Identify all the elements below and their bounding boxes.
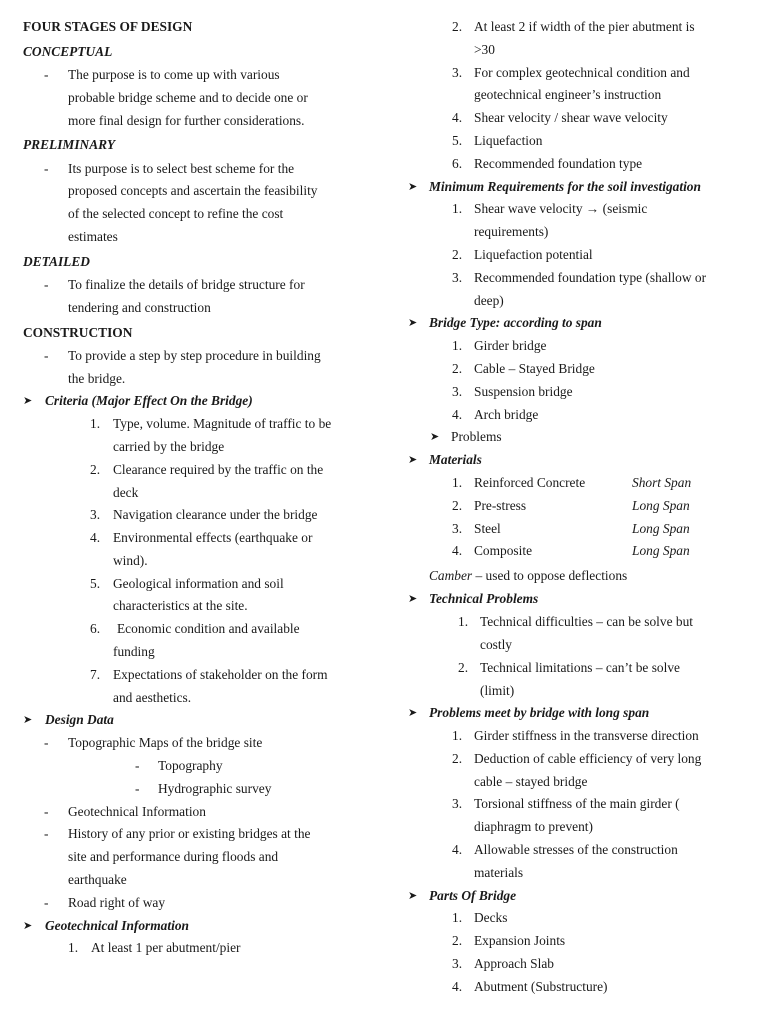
list-item: more final design for further considerations. <box>68 112 305 128</box>
dash-bullet: - <box>44 160 49 176</box>
list-item: 2. Pre-stress Long Span <box>452 497 690 513</box>
arrow-bullet-icon: ➤ <box>408 707 418 720</box>
list-item: 4. Abutment (Substructure) <box>452 978 608 994</box>
list-item: cable – stayed bridge <box>474 773 588 789</box>
list-item: 1. Shear wave velocity → (seismic <box>452 201 648 217</box>
section-min-requirements: ➤ Minimum Requirements for the soil investigation <box>408 176 753 199</box>
arrow-bullet-icon: ➤ <box>23 919 33 932</box>
list-item: - Its purpose is to select best scheme for the <box>23 158 383 181</box>
list-item: 7. Expectations of stakeholder on the form <box>90 666 328 682</box>
dash-bullet: - <box>44 894 49 910</box>
list-item: - The purpose is to come up with various <box>23 64 383 87</box>
list-item: >30 <box>474 41 495 57</box>
arrow-bullet-icon: ➤ <box>408 593 418 606</box>
list-item: 1. Technical difficulties – can be solve but <box>458 614 693 630</box>
list-item: earthquake <box>68 872 127 888</box>
list-item: - History of any prior or existing bridges at the <box>23 823 383 846</box>
arrow-bullet-icon: ➤ <box>408 889 418 902</box>
camber-note: Camber – used to oppose deflections <box>429 568 628 584</box>
list-item: ➤ Problems <box>408 426 753 449</box>
list-item: geotechnical engineer’s instruction <box>474 87 662 103</box>
right-column <box>408 16 753 999</box>
dash-bullet: - <box>135 758 140 774</box>
section-bridge-type: ➤ Bridge Type: according to span <box>408 312 753 335</box>
list-item: 2. At least 2 if width of the pier abutment is <box>452 19 695 34</box>
list-item: - Geotechnical Information <box>23 801 383 824</box>
heading-construction: CONSTRUCTION <box>23 324 133 340</box>
section-design-data: ➤ Design Data <box>23 709 383 732</box>
list-item: 3. Navigation clearance under the bridge <box>90 507 318 523</box>
arrow-bullet-icon: ➤ <box>23 714 33 727</box>
dash-bullet: - <box>44 347 49 363</box>
dash-bullet: - <box>44 276 49 292</box>
list-item: 2. Liquefaction potential <box>452 246 593 262</box>
heading-detailed: DETAILED <box>23 253 90 269</box>
list-item: 4. Composite Long Span <box>452 543 690 559</box>
list-item: requirements) <box>474 224 549 240</box>
list-item: the bridge. <box>68 370 126 386</box>
list-item: 1. Girder stiffness in the transverse direction <box>452 728 699 744</box>
list-item: 3. Torsional stiffness of the main girder ( <box>452 796 680 812</box>
list-item: - To provide a step by step procedure in building <box>23 345 383 368</box>
dash-bullet: - <box>44 66 49 82</box>
list-item: 6. Recommended foundation type <box>452 155 643 171</box>
document-title: FOUR STAGES OF DESIGN <box>23 19 193 34</box>
list-item: costly <box>480 636 512 652</box>
list-item: proposed concepts and ascertain the feasibility <box>68 183 318 199</box>
left-column <box>23 16 383 960</box>
list-item: 5. Geological information and soil <box>90 575 284 591</box>
list-item: 5. Liquefaction <box>452 132 543 148</box>
section-materials: ➤ Materials <box>408 449 753 472</box>
list-item: - To finalize the details of bridge structure for <box>23 274 383 297</box>
section-geotechnical: ➤ Geotechnical Information <box>23 915 383 938</box>
list-item: - Hydrographic survey <box>23 778 383 801</box>
list-item: 3. Steel Long Span <box>452 520 690 536</box>
list-item: 1. At least 1 per abutment/pier <box>68 940 241 956</box>
list-item: 4. Allowable stresses of the construction <box>452 842 678 858</box>
list-item: probable bridge scheme and to decide one or <box>68 89 308 105</box>
arrow-bullet-icon: ➤ <box>408 454 418 467</box>
list-item: 1. Girder bridge <box>452 338 547 354</box>
list-item: estimates <box>68 228 118 244</box>
heading-conceptual: CONCEPTUAL <box>23 43 113 59</box>
section-parts-of-bridge: ➤ Parts Of Bridge <box>408 885 753 908</box>
list-item: - Topographic Maps of the bridge site <box>23 732 383 755</box>
list-item: carried by the bridge <box>113 438 225 454</box>
dash-bullet: - <box>44 735 49 751</box>
list-item: 6. Economic condition and available <box>90 621 300 637</box>
section-technical-problems: ➤ Technical Problems <box>408 588 753 611</box>
list-item: (limit) <box>480 682 515 698</box>
arrow-bullet-icon: ➤ <box>23 395 33 408</box>
list-item: funding <box>113 644 155 660</box>
list-item: 3. Approach Slab <box>452 956 554 972</box>
list-item: 2. Deduction of cable efficiency of very long <box>452 750 702 766</box>
arrow-bullet-icon: ➤ <box>408 317 418 330</box>
list-item: 3. For complex geotechnical condition and <box>452 64 690 80</box>
list-item: deck <box>113 484 139 500</box>
list-item: 3. Suspension bridge <box>452 383 573 399</box>
list-item: 4. Arch bridge <box>452 406 539 422</box>
arrow-bullet-icon: ➤ <box>430 431 440 444</box>
list-item: site and performance during floods and <box>68 849 279 865</box>
list-item: 1. Decks <box>452 910 508 926</box>
section-long-span-problems: ➤ Problems meet by bridge with long span <box>408 702 753 725</box>
list-item: 1. Type, volume. Magnitude of traffic to be <box>90 416 332 432</box>
list-item: characteristics at the site. <box>113 598 248 614</box>
dash-bullet: - <box>44 826 49 842</box>
list-item: tendering and construction <box>68 299 211 315</box>
list-item: 1. Reinforced Concrete Short Span <box>452 474 692 490</box>
list-item: 2. Technical limitations – can’t be solve <box>458 659 680 675</box>
list-item: materials <box>474 864 524 880</box>
list-item: of the selected concept to refine the cost <box>68 206 284 222</box>
arrow-bullet-icon: ➤ <box>408 180 418 193</box>
list-item: - Road right of way <box>23 892 383 915</box>
heading-preliminary: PRELIMINARY <box>23 137 116 153</box>
list-item: deep) <box>474 292 504 308</box>
section-criteria: ➤ Criteria (Major Effect On the Bridge) <box>23 390 383 413</box>
list-item: 4. Environmental effects (earthquake or <box>90 530 313 546</box>
list-item: - Topography <box>23 755 383 778</box>
dash-bullet: - <box>44 803 49 819</box>
dash-bullet: - <box>135 780 140 796</box>
list-item: 2. Expansion Joints <box>452 933 566 949</box>
list-item: diaphragm to prevent) <box>474 819 593 835</box>
list-item: 4. Shear velocity / shear wave velocity <box>452 110 668 126</box>
list-item: 3. Recommended foundation type (shallow or <box>452 269 707 285</box>
list-item: and aesthetics. <box>113 689 192 705</box>
list-item: 2. Clearance required by the traffic on the <box>90 461 324 477</box>
list-item: 2. Cable – Stayed Bridge <box>452 360 595 376</box>
list-item: wind). <box>113 552 148 568</box>
